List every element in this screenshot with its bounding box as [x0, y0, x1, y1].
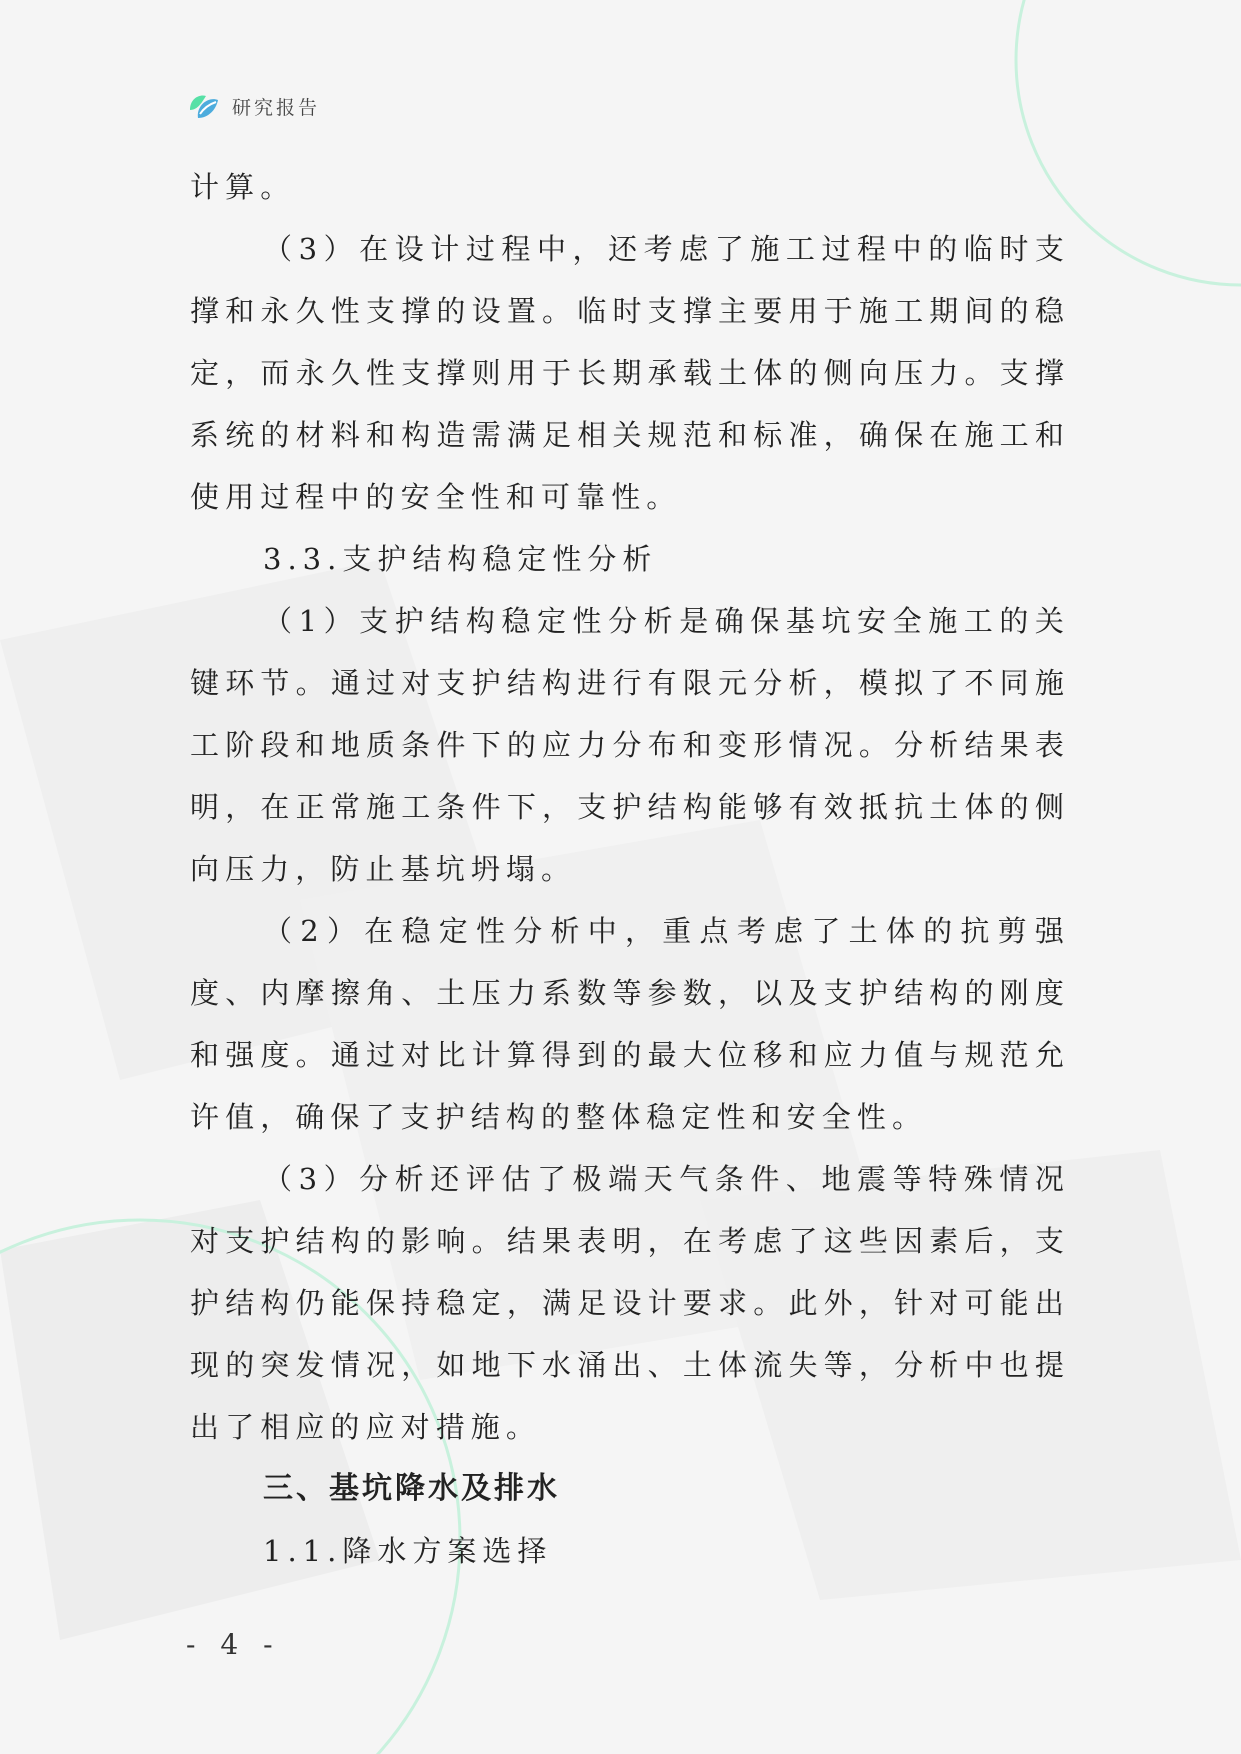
paragraph-support-setup: （3）在设计过程中，还考虑了施工过程中的临时支撑和永久性支撑的设置。临时支撑主要用于施工期间的稳定，而永久性支撑则用于长期承载土体的侧向压力。支撑系统的材料和构造需满足相关规范和标准，确保在施工和使用过程中的安全性和可靠性。 [190, 232, 1070, 514]
section-heading-3-3: 3.3.支护结构稳定性分析 [263, 542, 658, 576]
paragraph-stability-1: （1）支护结构稳定性分析是确保基坑安全施工的关键环节。通过对支护结构进行有限元分析，模拟了不同施工阶段和地质条件下的应力分布和变形情况。分析结果表明，在正常施工条件下，支护结构能够有效抵抗土体的侧向压力，防止基坑坍塌。 [190, 604, 1070, 886]
header [186, 88, 320, 124]
document-body [190, 156, 1070, 1582]
paragraph-stability-3: （3）分析还评估了极端天气条件、地震等特殊情况对支护结构的影响。结果表明，在考虑了这些因素后，支护结构仍能保持稳定，满足设计要求。此外，针对可能出现的突发情况，如地下水涌出、土体流失等，分析中也提出了相应的应对措施。 [190, 1162, 1070, 1444]
paragraph-calc: 计算。 [190, 170, 296, 204]
paragraph-stability-2: （2）在稳定性分析中，重点考虑了土体的抗剪强度、内摩擦角、土压力系数等参数，以及支护结构的刚度和强度。通过对比计算得到的最大位移和应力值与规范允许值，确保了支护结构的整体稳定性和安全性。 [190, 914, 1070, 1134]
section-heading-1-1: 1.1.降水方案选择 [263, 1534, 553, 1568]
header-label: 研究报告 [232, 96, 321, 119]
chapter-heading-3: 三、基坑降水及排水 [263, 1471, 560, 1506]
leaf-logo-icon [186, 88, 222, 124]
page-number: - 4 - [186, 1628, 281, 1661]
